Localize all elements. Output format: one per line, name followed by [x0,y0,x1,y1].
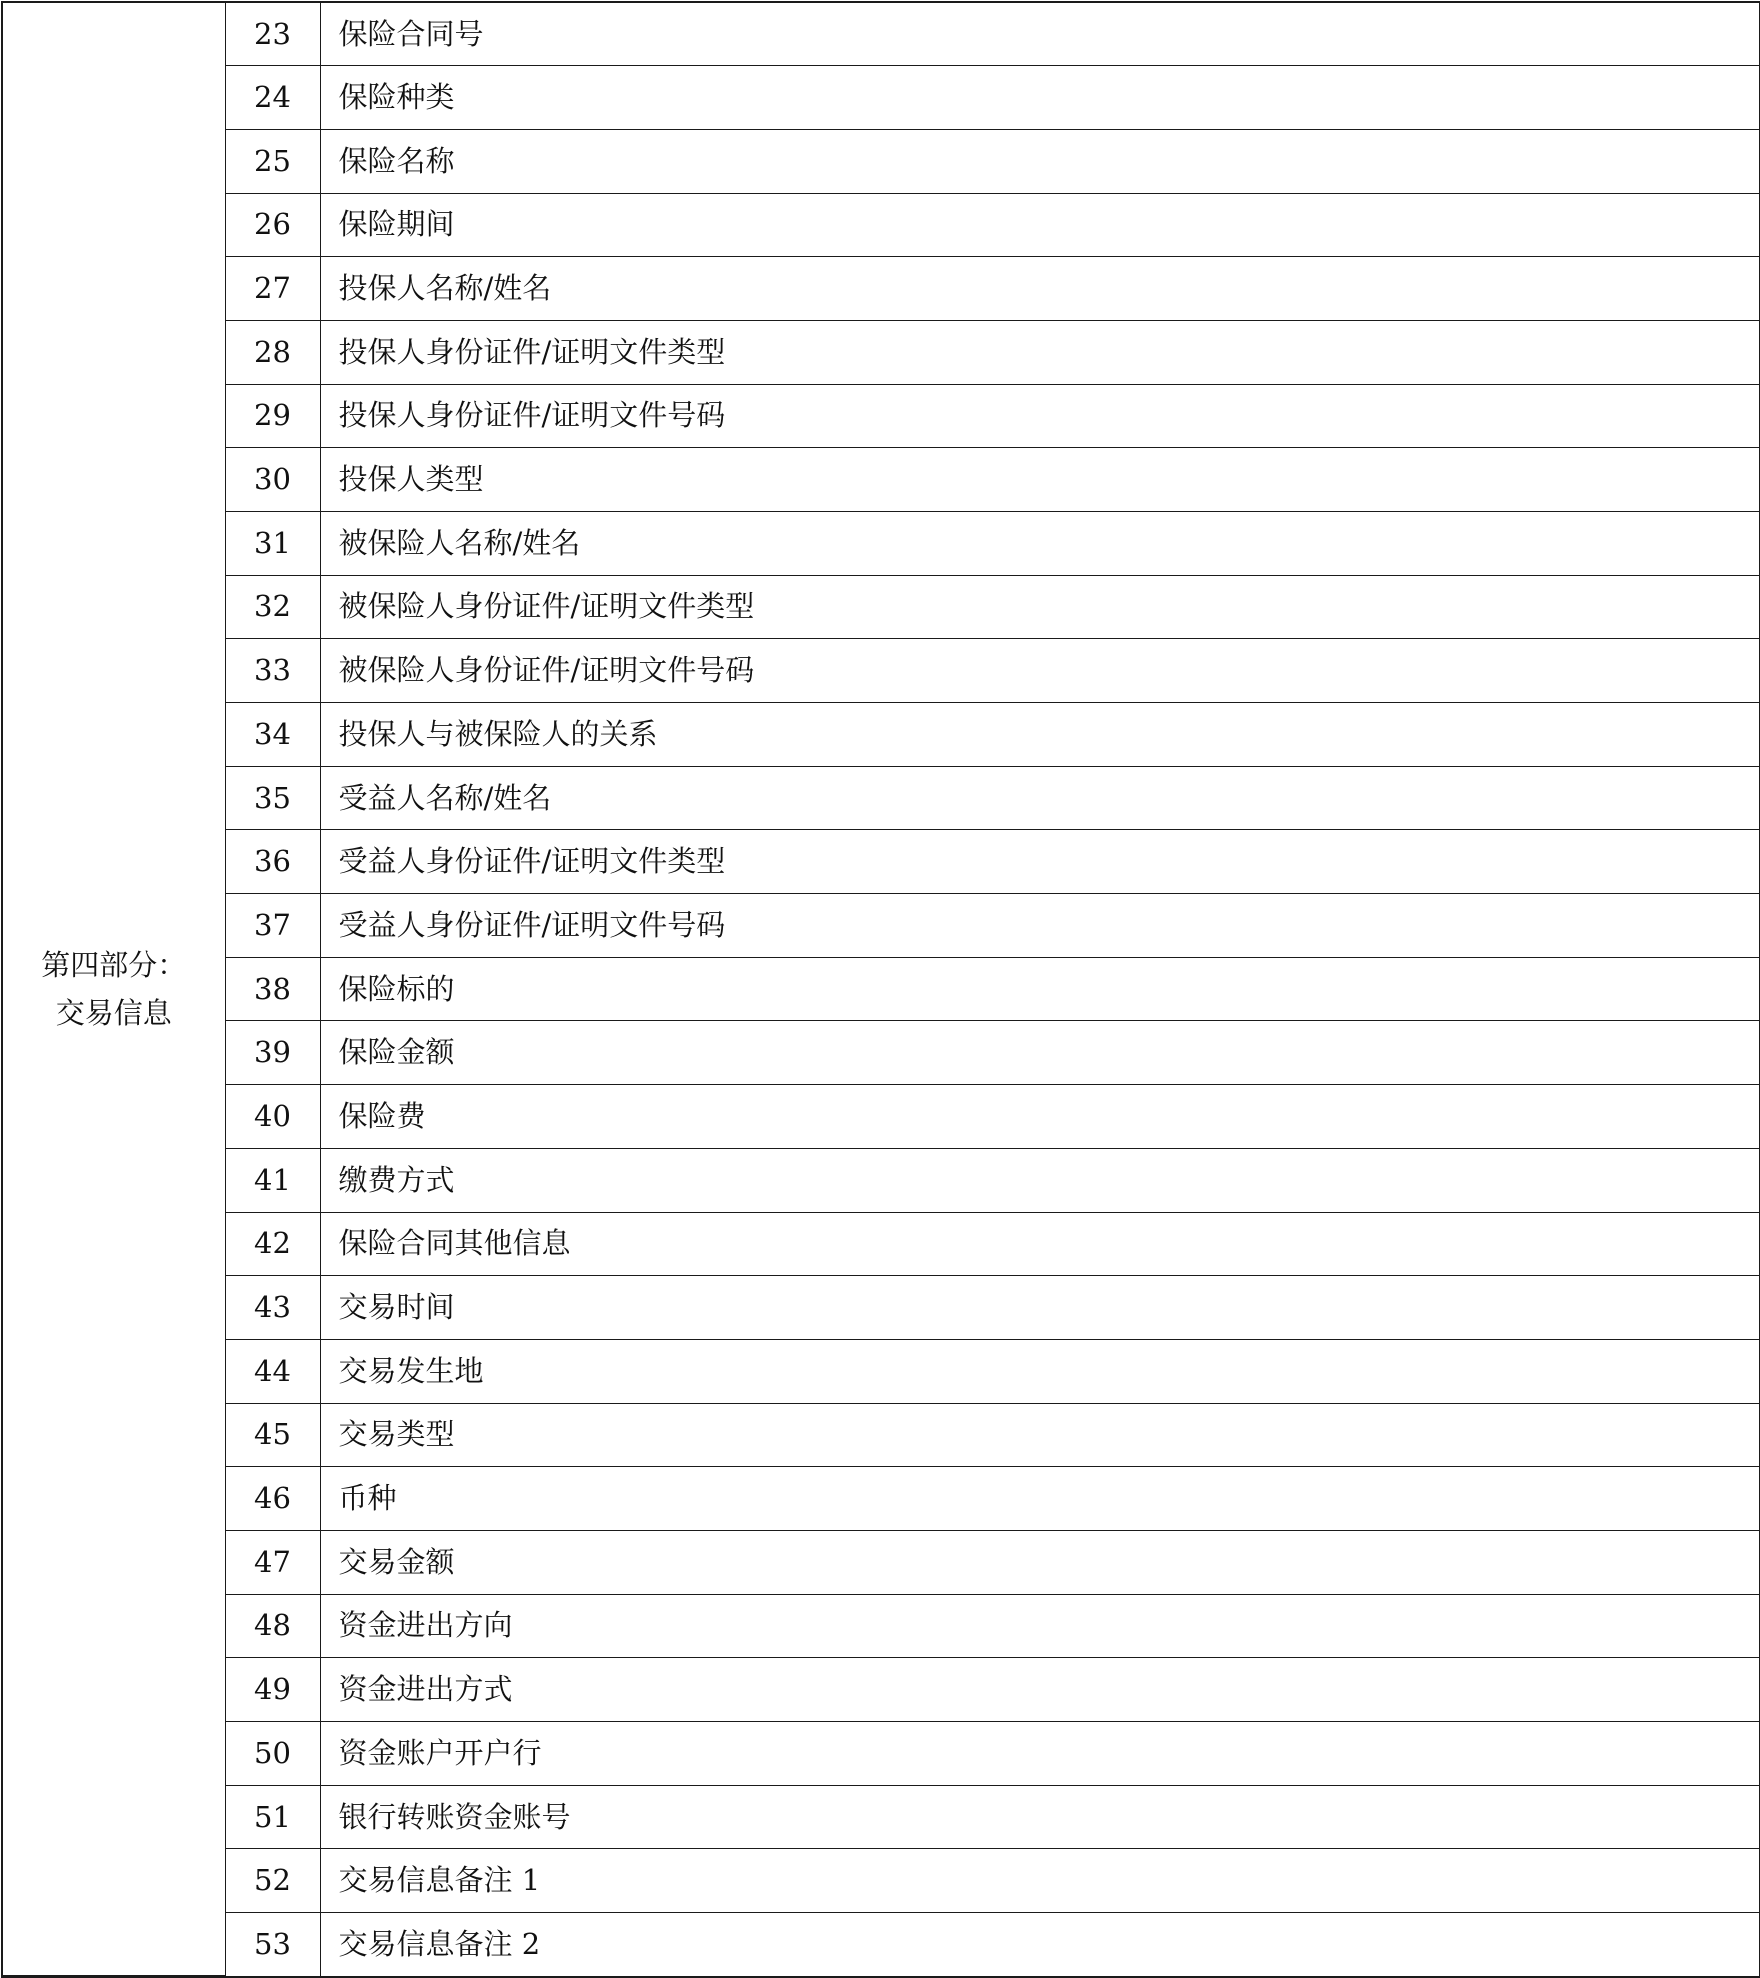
row-number: 50 [225,1722,320,1786]
field-name: 资金进出方向 [320,1594,1759,1658]
table-row [3,1849,1759,1913]
row-number: 48 [225,1594,320,1658]
field-name: 受益人身份证件/证明文件号码 [320,894,1759,958]
table-row [3,320,1759,384]
table-row [3,66,1759,130]
row-number: 24 [225,66,320,130]
table-row [3,1021,1759,1085]
row-number: 39 [225,1021,320,1085]
field-name: 银行转账资金账号 [320,1785,1759,1849]
field-name: 交易金额 [320,1530,1759,1594]
field-name: 交易发生地 [320,1339,1759,1403]
field-name: 受益人名称/姓名 [320,766,1759,830]
table-row [3,1530,1759,1594]
row-number: 28 [225,320,320,384]
row-number: 53 [225,1913,320,1976]
table-row [3,703,1759,767]
field-name: 保险费 [320,1085,1759,1149]
table-row [3,1913,1759,1976]
row-number: 43 [225,1276,320,1340]
table-row [3,639,1759,703]
table-row [3,1467,1759,1531]
table-row [3,448,1759,512]
row-number: 52 [225,1849,320,1913]
transaction-info-table [3,3,1759,1976]
table-row [3,1339,1759,1403]
field-name: 保险合同其他信息 [320,1212,1759,1276]
row-number: 38 [225,957,320,1021]
table-row [3,1722,1759,1786]
row-number: 46 [225,1467,320,1531]
row-number: 26 [225,193,320,257]
field-name: 交易信息备注 1 [320,1849,1759,1913]
field-name: 被保险人身份证件/证明文件类型 [320,575,1759,639]
row-number: 25 [225,129,320,193]
field-name: 被保险人名称/姓名 [320,511,1759,575]
field-name: 保险期间 [320,193,1759,257]
field-name: 缴费方式 [320,1148,1759,1212]
table-row [3,129,1759,193]
transaction-info-table-frame [1,1,1760,1978]
field-name: 投保人名称/姓名 [320,257,1759,321]
field-name: 交易信息备注 2 [320,1913,1759,1976]
field-name: 保险合同号 [320,3,1759,66]
field-name: 交易类型 [320,1403,1759,1467]
field-name: 投保人身份证件/证明文件号码 [320,384,1759,448]
row-number: 51 [225,1785,320,1849]
field-name: 保险标的 [320,957,1759,1021]
field-name: 投保人身份证件/证明文件类型 [320,320,1759,384]
field-name: 投保人与被保险人的关系 [320,703,1759,767]
row-number: 31 [225,511,320,575]
section-label-cell [3,3,225,1976]
field-name: 资金进出方式 [320,1658,1759,1722]
row-number: 42 [225,1212,320,1276]
row-number: 49 [225,1658,320,1722]
field-name: 投保人类型 [320,448,1759,512]
table-row [3,1785,1759,1849]
table-row [3,1276,1759,1340]
field-name: 受益人身份证件/证明文件类型 [320,830,1759,894]
field-name: 保险种类 [320,66,1759,130]
table-row [3,384,1759,448]
table-row [3,193,1759,257]
row-number: 34 [225,703,320,767]
row-number: 45 [225,1403,320,1467]
table-row [3,3,1759,66]
table-row [3,1212,1759,1276]
row-number: 33 [225,639,320,703]
row-number: 37 [225,894,320,958]
row-number: 32 [225,575,320,639]
section-subtitle: 交易信息 [55,996,172,1030]
row-number: 36 [225,830,320,894]
table-row [3,511,1759,575]
table-row [3,1085,1759,1149]
table-row [3,1403,1759,1467]
row-number: 29 [225,384,320,448]
row-number: 47 [225,1530,320,1594]
row-number: 27 [225,257,320,321]
table-row [3,766,1759,830]
row-number: 40 [225,1085,320,1149]
field-name: 交易时间 [320,1276,1759,1340]
table-row [3,957,1759,1021]
row-number: 23 [225,3,320,66]
table-row [3,1594,1759,1658]
table-body [3,3,1759,1976]
row-number: 41 [225,1148,320,1212]
field-name: 币种 [320,1467,1759,1531]
section-title: 第四部分： [41,948,187,982]
field-name: 资金账户开户行 [320,1722,1759,1786]
row-number: 44 [225,1339,320,1403]
table-row [3,257,1759,321]
row-number: 35 [225,766,320,830]
field-name: 保险名称 [320,129,1759,193]
table-row [3,1658,1759,1722]
table-row [3,894,1759,958]
table-row [3,1148,1759,1212]
row-number: 30 [225,448,320,512]
table-row [3,830,1759,894]
field-name: 保险金额 [320,1021,1759,1085]
field-name: 被保险人身份证件/证明文件号码 [320,639,1759,703]
table-row [3,575,1759,639]
